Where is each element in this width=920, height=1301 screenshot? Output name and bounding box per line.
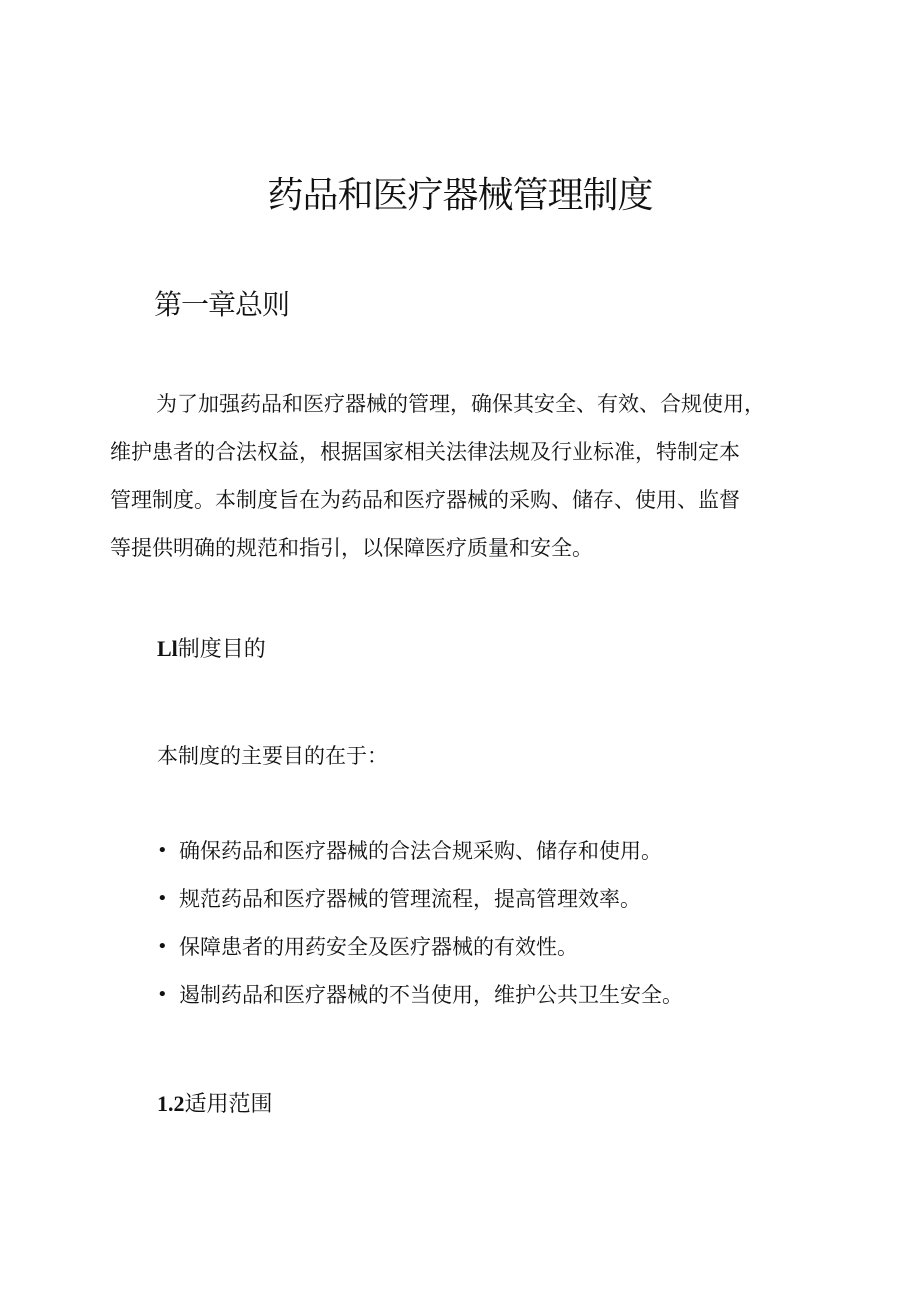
intro-line: 管理制度。本制度旨在为药品和医疗器械的采购、储存、使用、监督	[110, 488, 740, 512]
list-item	[157, 929, 683, 977]
document-title: 药品和医疗器械管理制度	[267, 175, 653, 216]
bullet-icon: •	[157, 840, 168, 861]
list-item	[157, 977, 683, 1025]
bullet-icon: •	[157, 936, 168, 957]
section-heading-purpose	[157, 633, 266, 666]
intro-line: 等提供明确的规范和指引，以保障医疗质量和安全。	[110, 536, 593, 560]
section-number: Ll	[157, 636, 178, 661]
bullet-icon: •	[157, 888, 168, 909]
purpose-list	[157, 833, 683, 1025]
intro-paragraph	[110, 380, 820, 572]
intro-line: 为了加强药品和医疗器械的管理，确保其安全、有效、合规使用，	[156, 392, 765, 416]
list-item	[157, 881, 683, 929]
list-item-text: 保障患者的用药安全及医疗器械的有效性。	[179, 935, 578, 959]
list-item-text: 确保药品和医疗器械的合法合规采购、储存和使用。	[179, 839, 662, 863]
section-number: 1.2	[157, 1091, 185, 1116]
purpose-lead-text: 本制度的主要目的在于：	[157, 744, 388, 768]
list-item	[157, 833, 683, 881]
section-title: 制度目的	[177, 637, 266, 662]
list-item-text: 遏制药品和医疗器械的不当使用，维护公共卫生安全。	[179, 983, 683, 1007]
bullet-icon: •	[157, 984, 168, 1005]
section-heading-scope	[157, 1088, 273, 1121]
intro-line: 维护患者的合法权益，根据国家相关法律法规及行业标准，特制定本	[110, 440, 740, 464]
chapter-heading: 第一章总则	[154, 288, 290, 321]
section-title: 适用范围	[184, 1092, 273, 1117]
list-item-text: 规范药品和医疗器械的管理流程，提高管理效率。	[179, 887, 641, 911]
